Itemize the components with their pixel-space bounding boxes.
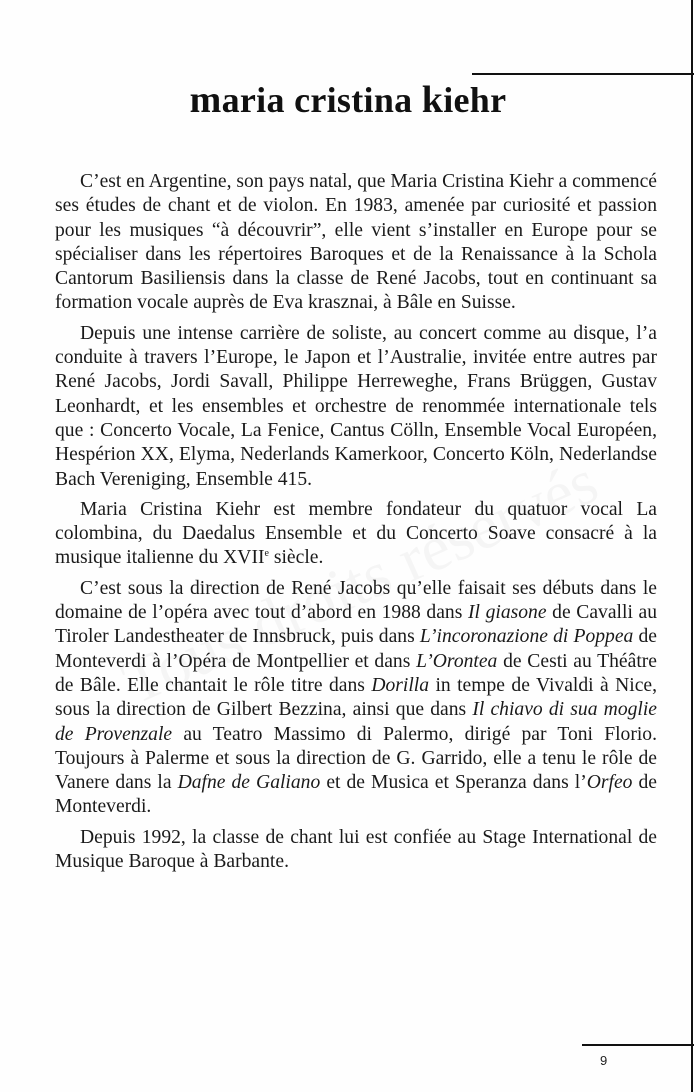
title-word-cristina: cristina [294,80,413,120]
opera-title: L’Orontea [416,650,498,672]
opera-title: Dorilla [371,674,430,696]
opera-title: L’incoronazione di Poppea [419,626,634,648]
title-word-kiehr: kiehr [421,79,507,121]
paragraph-teaching: Depuis 1992, la classe de chant lui est confiée au Stage International de Musique Baroque à Barbante. [55,826,657,873]
page-number: 9 [600,1053,608,1068]
page-title [0,72,696,128]
opera-title: Orfeo [586,772,633,794]
superscript-e: e [264,548,269,560]
biography-text [55,170,657,880]
paragraph-opera: C’est sous la direction de René Jacobs qu’elle faisait ses débuts dans le domaine de l’opéra avec tout d’abord en 1988 dans Il giasone de Cavalli au Tiroler Landestheater de Innsbruck, puis dans L’incoronazione di Poppea de Monteverdi à l’Opéra de Montpellier et dans L’Orontea de Cesti au Théâtre de Bâle. Elle chantait le rôle titre dans Dorilla in tempe de Vivaldi à Nice, sous la direction de Gilbert Bezzina, ainsi que dans Il chiavo di sua moglie de Provenzale au Teatro Massimo di Palermo, dirigé par Toni Florio. Toujours à Palerme et sous la direction de G. Garrido, elle a tenu le rôle de Vanere dans la Dafne de Galiano et de Musica et Speranza dans l’Orfeo de Monteverdi. [55,577,658,818]
paragraph-career: Depuis une intense carrière de soliste, au concert comme au disque, l’a conduite à travers l’Europe, le Japon et l’Australie, invitée entre autres par René Jacobs, Jordi Savall, Philippe Herreweghe, Frans Brüggen, Gustav Leonhardt, et les ensembles et orchestre de renommée internationale tels que : Concerto Vocale, La Fenice, Cantus Cölln, Ensemble Vocal Européen, Hespérion XX, Elyma, Nederlands Kamerkoor, Concerto Köln, Nederlandse Bach Vereniging, Ensemble 415. [55,322,657,490]
opera-title: Dafne de Galiano [177,772,321,794]
footer-rule [582,1044,694,1046]
paragraph-ensembles: Maria Cristina Kiehr est membre fondateur du quatuor vocal La colombina, du Daedalus Ensemble et du Concerto Soave consacré à la musique italienne du XVIIe siècle. [55,498,657,569]
opera-title: Il giasone [467,602,547,624]
opera-title: Il chiavo di sua moglie de Provenzale [55,699,657,745]
paragraph-origins: C’est en Argentine, son pays natal, que Maria Cristina Kiehr a commencé ses études de chant et de violon. En 1983, amenée par curiosité et passion pour les musiques “à découvrir”, elle vient s’installer en Europe pour se spécialiser dans les répertoires Baroques et de la Renaissance à la Schola Cantorum Basiliensis dans la classe de René Jacobs, tout en continuant sa formation vocale auprès de Eva krasznai, à Bâle en Suisse. [55,171,657,314]
page-edge-rule [691,0,693,1092]
title-word-maria: maria [189,79,285,121]
